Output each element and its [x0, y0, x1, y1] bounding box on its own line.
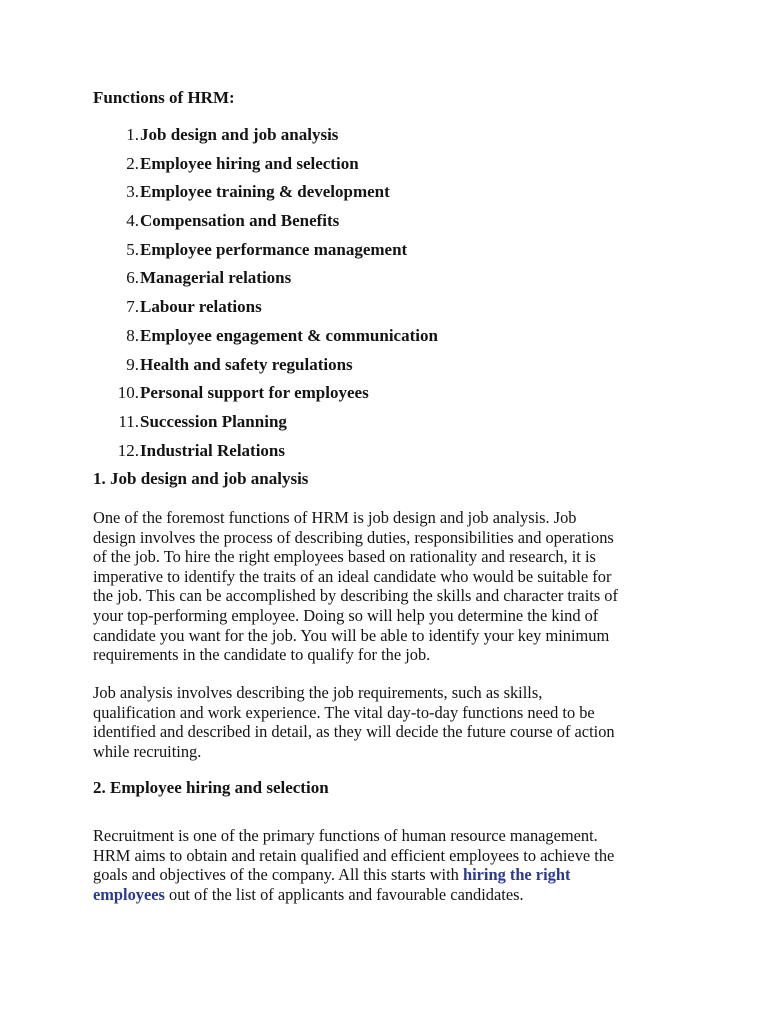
list-item: [93, 294, 438, 323]
list-label: Employee engagement & communication: [140, 325, 438, 345]
list-number: 3.: [126, 182, 139, 202]
text-line: imperative to identify the traits of an ideal candidate who would be suitable for: [93, 566, 612, 586]
list-item: [93, 179, 438, 208]
list-item: [93, 208, 438, 237]
text-line: your top-performing employee. Doing so will help you determine the kind of: [93, 605, 599, 625]
text-line: HRM aims to obtain and retain qualified and efficient employees to achieve the: [93, 845, 615, 865]
text-line: requirements in the candidate to qualify for the job.: [93, 645, 431, 665]
list-label: Employee performance management: [140, 239, 408, 259]
list-item: [93, 151, 438, 180]
list-item: [93, 409, 438, 438]
text-segment: goals and objectives of the company. All this starts with: [93, 865, 463, 885]
list-number: 8.: [126, 325, 139, 345]
text-line: [93, 885, 683, 905]
list-number: 5.: [126, 239, 139, 259]
list-label: Managerial relations: [140, 268, 292, 288]
list-label: Personal support for employees: [140, 383, 369, 403]
text-segment: out of the list of applicants and favourable candidates.: [164, 884, 524, 904]
list-item: [93, 438, 438, 467]
text-line: identified and described in detail, as they will decide the future course of action: [93, 722, 615, 742]
page-heading: Functions of HRM:: [93, 88, 235, 107]
list-label: Succession Planning: [140, 411, 287, 431]
list-item: [93, 380, 438, 409]
text-line: of the job. To hire the right employees based on rationality and research, it is: [93, 547, 596, 567]
list-number: 9.: [126, 354, 139, 374]
text-line: while recruiting.: [93, 741, 202, 761]
section-title-job-design: 1. Job design and job analysis: [93, 469, 309, 488]
list-item: [93, 237, 438, 266]
list-label: Industrial Relations: [140, 440, 285, 460]
list-number: 4.: [126, 211, 139, 231]
list-number: 2.: [126, 153, 139, 173]
text-line: One of the foremost functions of HRM is job design and job analysis. Job: [93, 508, 577, 527]
list-number: 7.: [126, 297, 139, 317]
list-item: [93, 323, 438, 352]
list-item: [93, 352, 438, 381]
list-label: Employee hiring and selection: [140, 153, 359, 173]
text-line: Recruitment is one of the primary functions of human resource management.: [93, 826, 598, 845]
list-label: Labour relations: [140, 297, 262, 317]
list-label: Compensation and Benefits: [140, 211, 340, 231]
list-label: Employee training & development: [140, 182, 390, 202]
text-line: [93, 865, 683, 885]
list-label: Job design and job analysis: [140, 125, 339, 144]
paragraph-recruitment: [93, 826, 683, 904]
functions-list: [93, 122, 438, 466]
hiring-link-continued[interactable]: employees: [93, 884, 165, 904]
text-line: qualification and work experience. The vital day-to-day functions need to be: [93, 702, 595, 722]
list-label: Health and safety regulations: [140, 354, 353, 374]
section-title-hiring: 2. Employee hiring and selection: [93, 778, 329, 797]
text-line: design involves the process of describing duties, responsibilities and operations: [93, 527, 614, 547]
hiring-link[interactable]: hiring the right: [462, 865, 571, 885]
list-number: 10.: [117, 383, 139, 403]
list-item: [93, 122, 438, 151]
text-line: the job. This can be accomplished by describing the skills and character traits of: [93, 586, 618, 606]
paragraph-job-analysis: [93, 683, 683, 761]
list-number: 1.: [126, 125, 139, 144]
list-item: [93, 265, 438, 294]
text-line: candidate you want for the job. You will be able to identify your key minimum: [93, 625, 610, 645]
text-line: Job analysis involves describing the job requirements, such as skills,: [93, 683, 543, 702]
list-number: 12.: [117, 440, 139, 460]
list-number: 11.: [118, 411, 139, 431]
paragraph-job-design: [93, 508, 683, 665]
list-number: 6.: [126, 268, 139, 288]
